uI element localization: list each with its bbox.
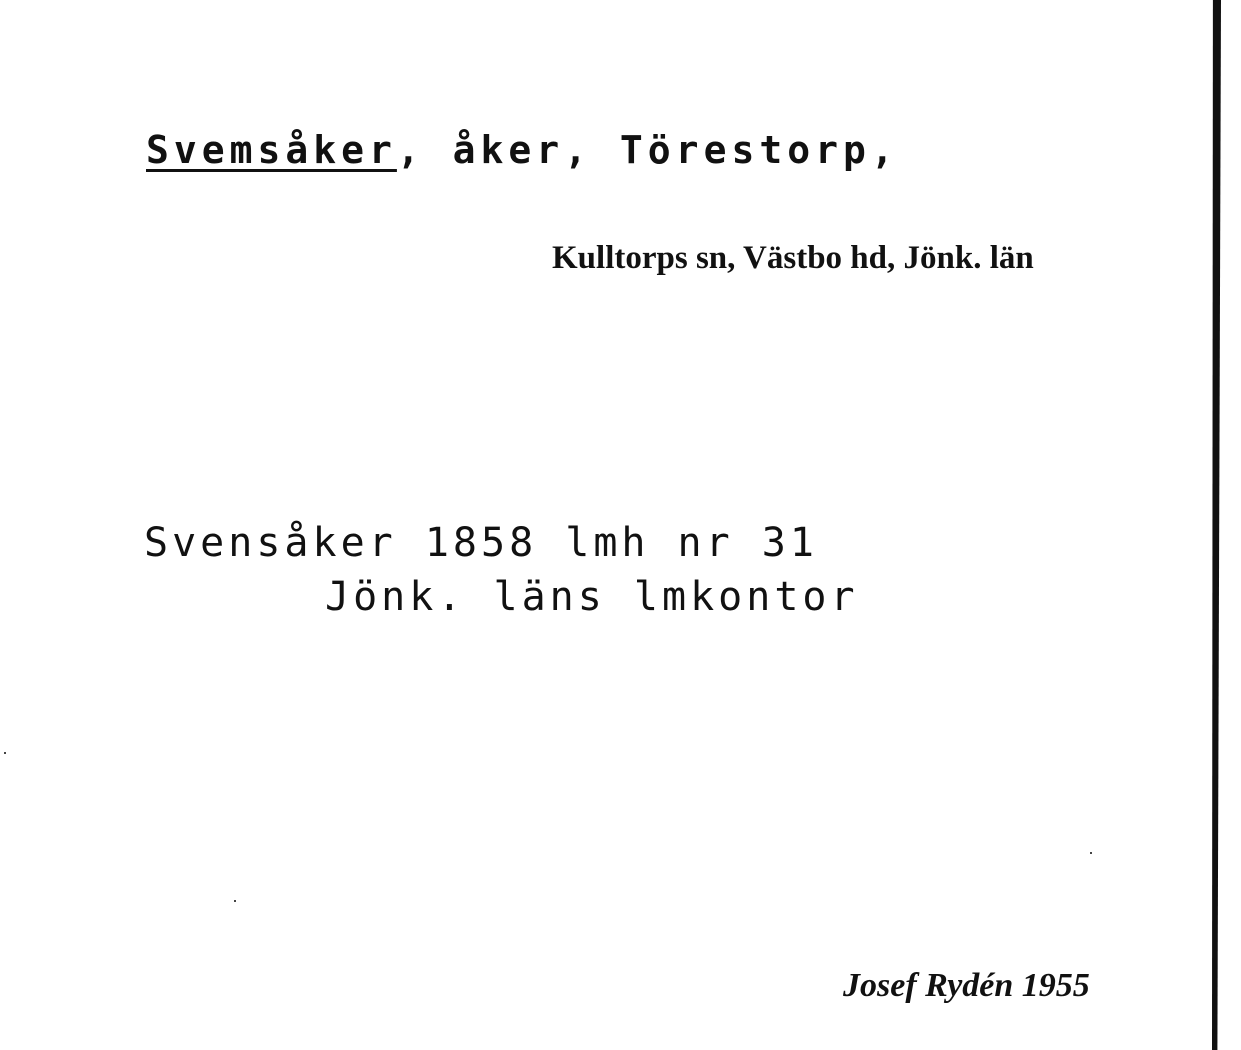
headline-descriptor: , åker, Törestorp, xyxy=(396,128,899,172)
scan-speck xyxy=(234,900,236,902)
place-name: Svemsåker xyxy=(146,128,397,172)
scan-speck xyxy=(1090,852,1092,854)
card-edge-line xyxy=(1212,0,1221,1050)
source-line-2: Jönk. läns lmkontor xyxy=(325,574,859,620)
source-line-1: Svensåker 1858 lmh nr 31 xyxy=(144,520,818,566)
location-line: Kulltorps sn, Västbo hd, Jönk. län xyxy=(552,240,1034,276)
scan-speck xyxy=(4,752,6,754)
headline xyxy=(146,128,899,172)
signature: Josef Rydén 1955 xyxy=(843,967,1090,1004)
